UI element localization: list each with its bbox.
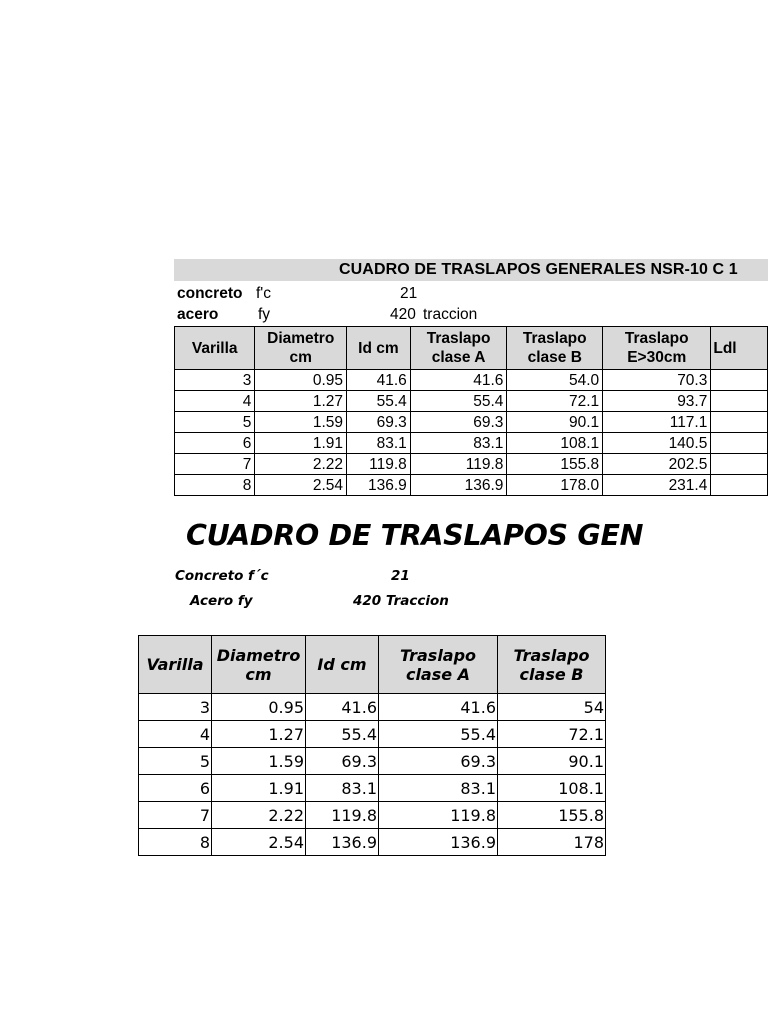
table-row	[175, 412, 768, 433]
cell: 117.1	[603, 412, 711, 433]
cell: 136.9	[306, 829, 379, 856]
cell: 7	[175, 454, 255, 475]
cell: 3	[139, 694, 212, 721]
cell: 3	[175, 370, 255, 391]
cell: 5	[175, 412, 255, 433]
cell	[711, 433, 768, 454]
cell: 136.9	[410, 475, 507, 496]
cell: 90.1	[507, 412, 603, 433]
cell: 93.7	[603, 391, 711, 412]
cell: 1.27	[255, 391, 347, 412]
spreadsheet-original	[174, 259, 768, 503]
cell	[711, 454, 768, 475]
cell: 55.4	[410, 391, 507, 412]
concrete-value: 21	[400, 285, 418, 302]
cell: 108.1	[498, 775, 606, 802]
document-title: CUADRO DE TRASLAPOS GEN	[186, 519, 644, 552]
header-e30: Traslapo E>30cm	[603, 327, 711, 370]
header-diametro: Diametro cm	[255, 327, 347, 370]
cell: 231.4	[603, 475, 711, 496]
cell: 90.1	[498, 748, 606, 775]
concrete-label: concreto	[177, 285, 243, 302]
cell: 2.54	[212, 829, 306, 856]
steel-symbol: fy	[258, 306, 271, 323]
cell: 83.1	[306, 775, 379, 802]
cell: 178	[498, 829, 606, 856]
header-id: Id cm	[306, 636, 379, 694]
sheet-title: CUADRO DE TRASLAPOS GENERALES NSR-10 C 1	[339, 261, 738, 278]
cell: 2.22	[212, 802, 306, 829]
cell: 2.22	[255, 454, 347, 475]
cell	[711, 475, 768, 496]
header-varilla: Varilla	[139, 636, 212, 694]
table-row	[175, 370, 768, 391]
concrete-symbol: f'c	[256, 285, 272, 302]
cell: 41.6	[379, 694, 498, 721]
cell: 70.3	[603, 370, 711, 391]
cell: 155.8	[498, 802, 606, 829]
cell: 54	[498, 694, 606, 721]
header-diametro: Diametro cm	[212, 636, 306, 694]
cell: 55.4	[347, 391, 411, 412]
cell: 136.9	[347, 475, 411, 496]
cell: 108.1	[507, 433, 603, 454]
concrete-value: 21	[391, 568, 410, 584]
steel-label: Acero fy	[190, 593, 253, 609]
cell: 1.91	[255, 433, 347, 454]
cell: 1.91	[212, 775, 306, 802]
header-clase-a: Traslapo clase A	[379, 636, 498, 694]
cell	[711, 391, 768, 412]
cell: 6	[175, 433, 255, 454]
cell	[711, 370, 768, 391]
cell: 69.3	[410, 412, 507, 433]
steel-label: acero	[177, 306, 219, 323]
header-clase-a: Traslapo clase A	[410, 327, 507, 370]
header-row	[139, 636, 606, 694]
cell: 119.8	[306, 802, 379, 829]
cell: 1.27	[212, 721, 306, 748]
table-row	[175, 454, 768, 475]
cell: 178.0	[507, 475, 603, 496]
cell: 2.54	[255, 475, 347, 496]
table-row	[139, 802, 606, 829]
cell: 6	[139, 775, 212, 802]
cell: 0.95	[255, 370, 347, 391]
table-row	[175, 391, 768, 412]
header-ldl: Ldl	[711, 327, 768, 370]
cell: 1.59	[255, 412, 347, 433]
cell: 69.3	[306, 748, 379, 775]
cell: 8	[175, 475, 255, 496]
table-row	[175, 475, 768, 496]
cell: 119.8	[410, 454, 507, 475]
table-row	[139, 748, 606, 775]
table-row	[139, 694, 606, 721]
cell: 4	[175, 391, 255, 412]
cell: 5	[139, 748, 212, 775]
cell: 54.0	[507, 370, 603, 391]
cell: 155.8	[507, 454, 603, 475]
header-clase-b: Traslapo clase B	[498, 636, 606, 694]
header-row	[175, 327, 768, 370]
cell: 69.3	[347, 412, 411, 433]
steel-value: 420	[390, 306, 416, 323]
table-row	[175, 433, 768, 454]
cell: 55.4	[306, 721, 379, 748]
cell: 4	[139, 721, 212, 748]
header-id: Id cm	[347, 327, 411, 370]
concrete-label: Concreto f´c	[175, 568, 269, 584]
cell: 83.1	[410, 433, 507, 454]
cell: 41.6	[306, 694, 379, 721]
lap-splice-table	[138, 635, 606, 856]
cell: 119.8	[379, 802, 498, 829]
cell: 140.5	[603, 433, 711, 454]
cell: 69.3	[379, 748, 498, 775]
cell: 72.1	[498, 721, 606, 748]
cell: 83.1	[379, 775, 498, 802]
cell: 83.1	[347, 433, 411, 454]
steel-note: traccion	[423, 306, 478, 323]
cell: 119.8	[347, 454, 411, 475]
cell: 41.6	[410, 370, 507, 391]
cell: 41.6	[347, 370, 411, 391]
cell: 72.1	[507, 391, 603, 412]
lap-splice-table	[174, 326, 768, 496]
cell: 55.4	[379, 721, 498, 748]
cell: 8	[139, 829, 212, 856]
cell: 202.5	[603, 454, 711, 475]
header-clase-b: Traslapo clase B	[507, 327, 603, 370]
table-row	[139, 775, 606, 802]
steel-value: 420 Traccion	[353, 593, 449, 609]
cell	[711, 412, 768, 433]
header-varilla: Varilla	[175, 327, 255, 370]
cell: 7	[139, 802, 212, 829]
cell: 1.59	[212, 748, 306, 775]
table-row	[139, 829, 606, 856]
cell: 136.9	[379, 829, 498, 856]
table-row	[139, 721, 606, 748]
cell: 0.95	[212, 694, 306, 721]
